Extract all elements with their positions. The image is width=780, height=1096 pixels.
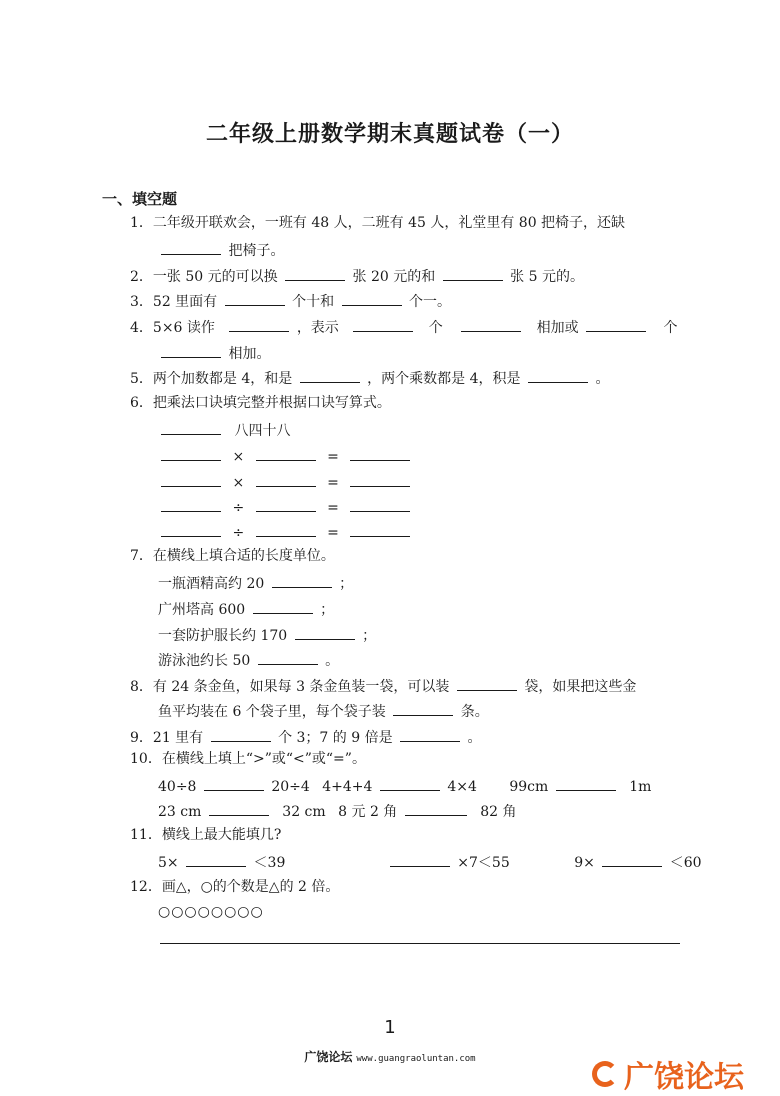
q9-text-b: 个 3；7 的 9 倍是 [278, 730, 393, 746]
q3-blank-1[interactable] [225, 291, 285, 306]
q10-expr: 4×4 [447, 779, 477, 795]
q11-expr: 9× [574, 855, 595, 871]
q7-item-text: 一套防护服长约 170 [158, 628, 288, 644]
q2-blank-2[interactable] [443, 266, 503, 281]
q7-blank[interactable] [272, 573, 332, 588]
q6-eq: = [327, 475, 339, 491]
q6-blank[interactable] [350, 446, 410, 461]
q11-blank[interactable] [602, 852, 662, 867]
q10-expr: 40÷8 [158, 779, 197, 795]
q6-op: ÷ [232, 525, 245, 541]
q6-eq: = [327, 449, 339, 465]
q6-op: × [232, 449, 245, 465]
q11-expr: 5× [158, 855, 179, 871]
q11-expr: ×7＜55 [457, 855, 510, 871]
q7-blank[interactable] [253, 599, 313, 614]
logo-g-icon [592, 1061, 618, 1087]
q6-eq: = [327, 525, 339, 541]
q1-text: 1．二年级开联欢会，一班有 48 人，二班有 45 人，礼堂里有 80 把椅子，还缺 [130, 215, 626, 231]
q4-blank-1[interactable] [229, 317, 289, 332]
question-8-cont [158, 701, 489, 721]
q6-rhyme-blank[interactable] [161, 420, 221, 435]
q4-text-d: 相加或 [536, 320, 579, 336]
q4-blank-4[interactable] [586, 317, 646, 332]
page-title: 二年级上册数学期末真题试卷（一） [205, 122, 574, 147]
footer-url[interactable]: www.guangraoluntan.com [356, 1054, 476, 1064]
question-11 [130, 826, 281, 844]
q7-punct: ； [362, 628, 377, 644]
question-7 [130, 547, 335, 565]
q6-eq-row-1 [158, 446, 413, 466]
q7-blank[interactable] [295, 625, 355, 640]
q8-text-c: 鱼平均装在 6 个袋子里，每个袋子装 [158, 704, 386, 720]
q6-blank[interactable] [256, 497, 316, 512]
q10-expr: 1m [629, 779, 652, 795]
q7-item-3 [158, 625, 376, 645]
q2-blank-1[interactable] [285, 266, 345, 281]
q3-text-a: 3．52 里面有 [130, 294, 218, 310]
q6-eq-row-2 [158, 472, 413, 492]
question-3 [130, 291, 451, 311]
q12-text: 12．画△，○的个数是△的 2 倍。 [130, 879, 340, 895]
q6-blank[interactable] [256, 522, 316, 537]
question-5 [130, 368, 609, 388]
q4-text-b: ，表示 [296, 320, 339, 336]
q6-eq: = [327, 500, 339, 516]
q5-blank-1[interactable] [300, 368, 360, 383]
section-heading: 一、填空题 [102, 190, 178, 208]
q8-text-b: 袋，如果把这些金 [524, 679, 637, 695]
q3-text-c: 个一。 [408, 294, 451, 310]
q7-item-text: 广州塔高 600 [158, 602, 246, 618]
q10-blank[interactable] [204, 776, 264, 791]
q10-text: 10．在横线上填上“>”或“<”或“=”。 [130, 751, 366, 767]
q2-text-a: 2．一张 50 元的可以换 [130, 269, 278, 285]
q2-text-c: 张 5 元的。 [510, 269, 584, 285]
q11-row [158, 852, 702, 872]
q10-expr: 32 cm [282, 804, 326, 820]
q4-text-e: 个 [663, 320, 678, 336]
q6-eq-row-4 [158, 522, 413, 542]
q11-expr: ＜39 [253, 855, 286, 871]
q10-expr: 4+4+4 [322, 779, 373, 795]
q9-text-a: 9．21 里有 [130, 730, 204, 746]
q10-blank[interactable] [556, 776, 616, 791]
q7-text: 7．在横线上填合适的长度单位。 [130, 548, 335, 564]
question-4-cont [158, 343, 270, 363]
q4-text-a: 4．5×6 读作 [130, 320, 215, 336]
q5-text-a: 5．两个加数都是 4，和是 [130, 371, 293, 387]
q4-text-f: 相加。 [228, 346, 271, 362]
page-number: 1 [384, 1017, 396, 1038]
q6-blank[interactable] [350, 497, 410, 512]
q7-item-text: 一瓶酒精高约 20 [158, 576, 265, 592]
q10-expr: 99cm [509, 779, 549, 795]
logo-text: 广饶论坛 [624, 1060, 744, 1095]
q7-item-1 [158, 573, 353, 593]
q6-blank[interactable] [161, 522, 221, 537]
q5-blank-2[interactable] [528, 368, 588, 383]
question-1-cont [158, 240, 284, 260]
question-9 [130, 727, 482, 747]
q8-blank-1[interactable] [457, 676, 517, 691]
q12-answer-line[interactable] [160, 943, 680, 944]
question-12 [130, 878, 339, 896]
q7-punct: 。 [325, 653, 340, 669]
q3-blank-2[interactable] [342, 291, 402, 306]
q6-blank[interactable] [350, 522, 410, 537]
q11-blank[interactable] [390, 852, 450, 867]
q10-expr: 23 cm [158, 804, 202, 820]
circles-row: ○○○○○○○○ [158, 904, 264, 920]
q7-punct: ； [339, 576, 354, 592]
q5-text-b: ，两个乘数都是 4，积是 [367, 371, 521, 387]
q10-blank[interactable] [380, 776, 440, 791]
q10-blank[interactable] [405, 801, 467, 816]
q6-blank[interactable] [350, 472, 410, 487]
question-2 [130, 266, 584, 286]
question-8 [130, 676, 636, 696]
q6-blank[interactable] [161, 497, 221, 512]
site-logo [592, 1052, 744, 1096]
q10-blank[interactable] [209, 801, 269, 816]
q6-blank[interactable] [256, 472, 316, 487]
q10-expr: 20÷4 [271, 779, 310, 795]
q4-blank-5[interactable] [161, 343, 221, 358]
q6-rhyme: 八四十八 [234, 423, 291, 439]
q6-blank[interactable] [161, 472, 221, 487]
question-10 [130, 750, 366, 768]
q10-row-2 [158, 801, 516, 821]
q9-blank-2[interactable] [400, 727, 460, 742]
q8-blank-2[interactable] [393, 701, 453, 716]
q8-text-d: 条。 [460, 704, 489, 720]
q7-punct: ； [320, 602, 335, 618]
q7-blank[interactable] [258, 650, 318, 665]
q10-row-1 [158, 776, 651, 796]
q11-blank[interactable] [186, 852, 246, 867]
q11-expr: ＜60 [669, 855, 702, 871]
q5-text-c: 。 [595, 371, 610, 387]
q8-text-a: 8．有 24 条金鱼，如果每 3 条金鱼装一袋，可以装 [130, 679, 450, 695]
q6-text: 6．把乘法口诀填完整并根据口诀写算式。 [130, 395, 391, 411]
q10-expr: 8 元 2 角 [338, 804, 398, 820]
footer-site-name: 广饶论坛 [304, 1050, 353, 1064]
q6-rhyme-row [158, 420, 290, 440]
q3-text-b: 个十和 [292, 294, 335, 310]
q7-item-2 [158, 599, 334, 619]
q7-item-4 [158, 650, 339, 670]
q11-text: 11．横线上最大能填几? [130, 827, 282, 843]
question-4 [130, 317, 678, 337]
q1-blank[interactable] [161, 240, 221, 255]
q6-op: ÷ [232, 500, 245, 516]
q10-expr: 82 角 [480, 804, 517, 820]
q4-blank-2[interactable] [353, 317, 413, 332]
q6-eq-row-3 [158, 497, 413, 517]
q9-blank-1[interactable] [211, 727, 271, 742]
q6-op: × [232, 475, 245, 491]
q1-text-b: 把椅子。 [228, 243, 285, 259]
q6-blank[interactable] [256, 446, 316, 461]
question-1 [130, 214, 625, 232]
question-6 [130, 394, 391, 412]
q7-item-text: 游泳池约长 50 [158, 653, 251, 669]
q2-text-b: 张 20 元的和 [352, 269, 436, 285]
q4-blank-3[interactable] [461, 317, 521, 332]
q9-text-c: 。 [467, 730, 482, 746]
q4-text-c: 个 [428, 320, 443, 336]
q6-blank[interactable] [161, 446, 221, 461]
